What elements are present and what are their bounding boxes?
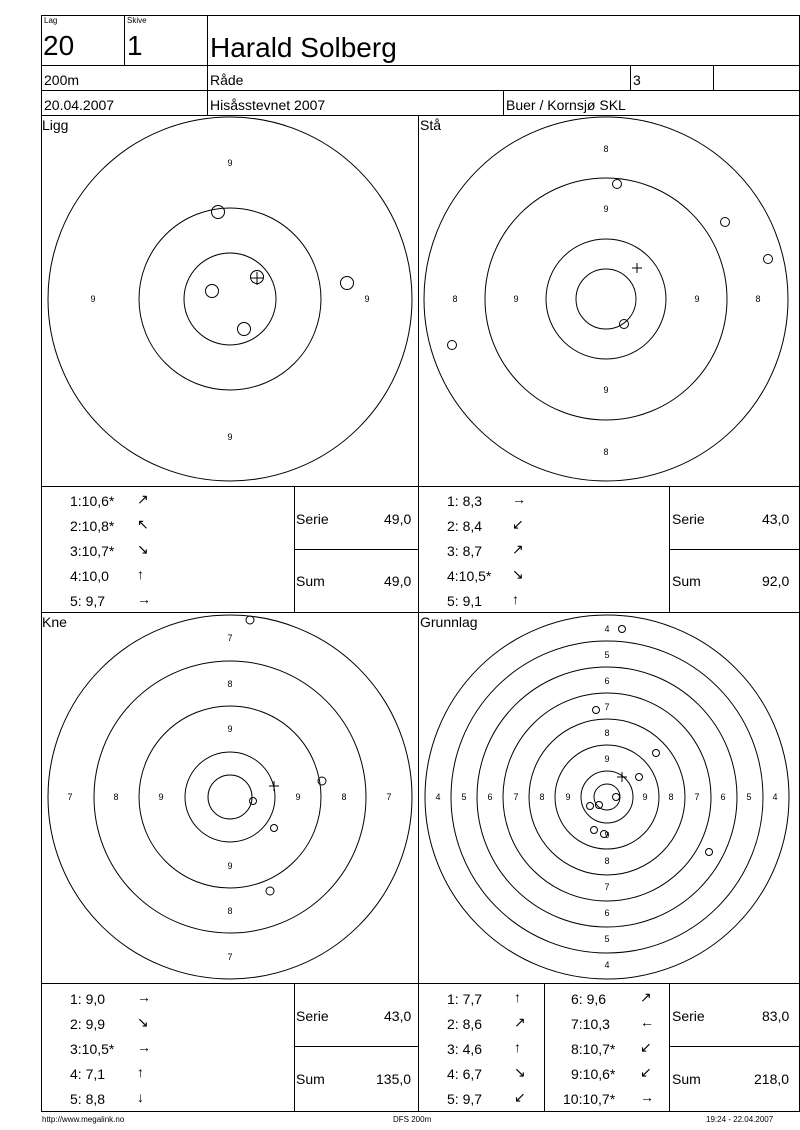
shot-direction-icon: ↑ [514, 1039, 521, 1055]
shot-direction-icon: ↙ [514, 1089, 526, 1105]
shot-direction-icon: ↓ [137, 1089, 144, 1105]
shot-score: 2:10,8* [70, 518, 115, 534]
sum-value: 135,0 [376, 1071, 412, 1087]
svg-text:7: 7 [694, 792, 700, 802]
shot-direction-icon: ↘ [512, 566, 524, 582]
shot-mark [591, 827, 598, 834]
shot-score: 1:10,6* [70, 493, 115, 509]
shot-score: 8:10,7* [571, 1041, 616, 1057]
svg-text:5: 5 [746, 792, 752, 802]
svg-text:9: 9 [603, 385, 609, 395]
shot-score: 7:10,3 [571, 1016, 610, 1032]
shot-direction-icon: ↗ [512, 541, 524, 557]
svg-text:9: 9 [565, 792, 571, 802]
svg-text:4: 4 [435, 792, 441, 802]
shooter-name: Harald Solberg [210, 32, 397, 63]
shot-score: 2: 8,4 [447, 518, 483, 534]
svg-text:8: 8 [539, 792, 545, 802]
lag-value: 20 [43, 30, 75, 61]
serie-value: 83,0 [762, 1008, 790, 1024]
shot-score: 4:10,5* [447, 568, 492, 584]
svg-text:7: 7 [513, 792, 519, 802]
svg-text:9: 9 [603, 204, 609, 214]
shot-score: 4: 7,1 [70, 1066, 106, 1082]
skive-value: 1 [127, 30, 143, 61]
svg-text:9: 9 [227, 861, 233, 871]
sum-label: Sum [296, 1071, 325, 1087]
svg-text:9: 9 [694, 294, 700, 304]
footer-center: DFS 200m [393, 1115, 432, 1124]
svg-text:8: 8 [227, 906, 233, 916]
svg-text:9: 9 [642, 792, 648, 802]
svg-text:8: 8 [341, 792, 347, 802]
svg-text:9: 9 [295, 792, 301, 802]
shot-mark [636, 774, 643, 781]
shot-direction-icon: ↘ [137, 1014, 149, 1030]
svg-text:6: 6 [604, 676, 610, 686]
distance: 200m [44, 72, 80, 88]
sum-value: 218,0 [754, 1071, 790, 1087]
ring-label: 9 [227, 158, 233, 168]
shot-direction-icon: ↘ [514, 1064, 526, 1080]
svg-text:6: 6 [604, 908, 610, 918]
shot-score: 3:10,5* [70, 1041, 115, 1057]
shot-direction-icon: ↑ [514, 989, 521, 1005]
shot-score: 3: 8,7 [447, 543, 483, 559]
svg-text:5: 5 [604, 934, 610, 944]
ring-label: 9 [227, 432, 233, 442]
shot-direction-icon: ↑ [512, 591, 519, 607]
svg-text:9: 9 [513, 294, 519, 304]
shot-score: 9:10,6* [571, 1066, 616, 1082]
svg-text:8: 8 [755, 294, 761, 304]
shot-score: 1: 7,7 [447, 991, 483, 1007]
shot-direction-icon: → [137, 1039, 151, 1055]
shot-direction-icon: ↗ [137, 491, 149, 507]
shot-score: 1: 9,0 [70, 991, 106, 1007]
sum-label: Sum [296, 573, 325, 589]
shot-direction-icon: ↑ [137, 1064, 144, 1080]
shot-score: 1: 8,3 [447, 493, 483, 509]
panel-title-sta: Stå [420, 117, 442, 133]
shot-mark [587, 803, 594, 810]
shot-score: 5: 9,1 [447, 593, 483, 609]
sum-value: 49,0 [384, 573, 412, 589]
shot-score: 3: 4,6 [447, 1041, 483, 1057]
svg-text:5: 5 [461, 792, 467, 802]
serie-label: Serie [672, 1008, 705, 1024]
shot-direction-icon: ↙ [640, 1064, 652, 1080]
svg-text:7: 7 [386, 792, 392, 802]
svg-text:9: 9 [158, 792, 164, 802]
serie-value: 43,0 [384, 1008, 412, 1024]
svg-text:9: 9 [604, 754, 610, 764]
panel-title-grunnlag: Grunnlag [420, 614, 478, 630]
svg-text:7: 7 [227, 952, 233, 962]
shot-score: 2: 8,6 [447, 1016, 483, 1032]
shot-mark [619, 626, 626, 633]
shot-score: 4: 6,7 [447, 1066, 483, 1082]
shot-mark [613, 794, 620, 801]
sum-value: 92,0 [762, 573, 790, 589]
shot-score: 5: 9,7 [447, 1091, 483, 1107]
svg-text:7: 7 [604, 702, 610, 712]
svg-text:8: 8 [227, 679, 233, 689]
shot-direction-icon: ← [640, 1014, 654, 1030]
serie-label: Serie [296, 511, 329, 527]
svg-text:8: 8 [668, 792, 674, 802]
shot-direction-icon: ↙ [512, 516, 524, 532]
svg-text:8: 8 [604, 856, 610, 866]
skive-label: Skive [127, 16, 147, 25]
serie-label: Serie [296, 1008, 329, 1024]
shot-score: 10:10,7* [563, 1091, 616, 1107]
svg-text:7: 7 [67, 792, 73, 802]
svg-text:4: 4 [604, 624, 610, 634]
panel-title-kne: Kne [42, 614, 67, 630]
shot-score: 6: 9,6 [571, 991, 607, 1007]
shot-mark [653, 750, 660, 757]
svg-text:6: 6 [720, 792, 726, 802]
extra-value: 3 [633, 72, 641, 88]
ring-label: 9 [90, 294, 96, 304]
shot-direction-icon: ↙ [640, 1039, 652, 1055]
range: Buer / Kornsjø SKL [506, 97, 626, 113]
shot-score: 2: 9,9 [70, 1016, 106, 1032]
svg-text:8: 8 [113, 792, 119, 802]
event: Hisåsstevnet 2007 [210, 97, 326, 113]
svg-text:7: 7 [227, 633, 233, 643]
svg-text:9: 9 [604, 830, 610, 840]
svg-text:8: 8 [604, 728, 610, 738]
footer-url[interactable]: http://www.megalink.no [42, 1115, 125, 1124]
footer-timestamp: 19:24 - 22.04.2007 [706, 1115, 774, 1124]
shot-direction-icon: → [137, 989, 151, 1005]
panel-title-ligg: Ligg [42, 117, 69, 133]
shot-score: 4:10,0 [70, 568, 109, 584]
lag-label: Lag [44, 16, 58, 25]
ring-label: 9 [364, 294, 370, 304]
shot-direction-icon: ↑ [137, 566, 144, 582]
svg-text:5: 5 [604, 650, 610, 660]
sum-label: Sum [672, 573, 701, 589]
shot-direction-icon: ↗ [640, 989, 652, 1005]
shot-score: 5: 8,8 [70, 1091, 106, 1107]
shot-direction-icon: ↗ [514, 1014, 526, 1030]
shot-direction-icon: ↘ [137, 541, 149, 557]
shot-direction-icon: ↖ [137, 516, 149, 532]
svg-text:7: 7 [604, 882, 610, 892]
svg-text:4: 4 [772, 792, 778, 802]
svg-text:8: 8 [452, 294, 458, 304]
shot-score: 5: 9,7 [70, 593, 106, 609]
sum-label: Sum [672, 1071, 701, 1087]
svg-text:8: 8 [603, 144, 609, 154]
svg-text:9: 9 [227, 724, 233, 734]
shot-mark [706, 849, 713, 856]
svg-text:6: 6 [487, 792, 493, 802]
svg-text:4: 4 [604, 960, 610, 970]
shot-mark [593, 707, 600, 714]
svg-text:8: 8 [603, 447, 609, 457]
serie-label: Serie [672, 511, 705, 527]
shot-direction-icon: → [640, 1089, 654, 1105]
serie-value: 49,0 [384, 511, 412, 527]
date: 20.04.2007 [44, 97, 115, 113]
shot-direction-icon: → [512, 491, 526, 507]
shot-direction-icon: → [137, 591, 151, 607]
club: Råde [210, 72, 244, 88]
serie-value: 43,0 [762, 511, 790, 527]
shot-score: 3:10,7* [70, 543, 115, 559]
